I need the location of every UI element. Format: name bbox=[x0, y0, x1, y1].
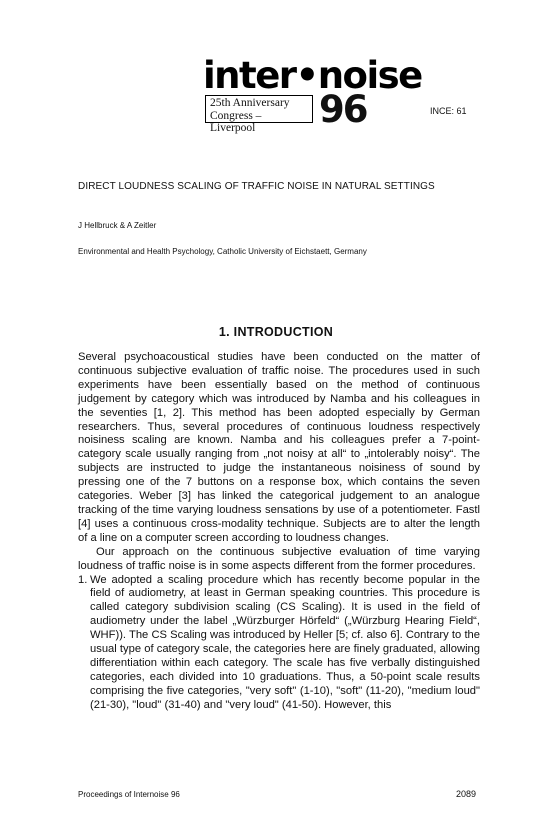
page-number: 2089 bbox=[456, 789, 477, 799]
paragraph-2: Our approach on the continuous subjective evaluation of time varying loudness of traffic noise is in some aspects different from the former procedures. bbox=[78, 545, 480, 572]
ince-code: INCE: 61 bbox=[430, 106, 467, 116]
authors: J Hellbruck & A Zeitler bbox=[78, 221, 157, 230]
logo-box-line1: 25th Anniversary bbox=[210, 97, 290, 109]
affiliation: Environmental and Health Psychology, Catholic University of Eichstaett, Germany bbox=[78, 247, 367, 256]
list-item bbox=[78, 574, 480, 713]
paragraph-1: Several psychoacoustical studies have been conducted on the matter of continuous subjective evaluation of traffic noise. The procedures used in such experiments have been essentially based on the method of continuous judgement by category which was introduced by Namba and his colleagues in the seventies [1, 2]. This method has been adopted especially by German researchers. Thus, several procedures of continuous loudness respectively noisiness scaling are known. Namba and his colleagues prefer a 7-point-category scale usually ranging from „not noisy at all“ to „intolerably noisy“. The subjects are instructed to judge the instantaneous noisiness of sound by pressing one of the 7 buttons on a response box, which contains the seven categories. Weber [3] has linked the categorical judgement to an analogue tracking of the time varying loudness sensations by use of a potentiometer. Fastl [4] uses a continuous cross-modality technique. Subjects are to alter the length of a line on a computer screen according to loudness changes. bbox=[78, 351, 480, 544]
footer-proceedings: Proceedings of Internoise 96 bbox=[78, 790, 180, 799]
list-item-text: We adopted a scaling procedure which has recently become popular in the field of audiometry, at least in German speaking countries. This procedure is called category subdivision scaling (CS Scaling). It is used in the field of audiometry under the label „Würzburger Hörfeld“ („Würzburg Hearing Field“, WHF)). The CS Scaling was introduced by Heller [5; cf. also 6]. Contrary to the usual type of category scale, the categories here are finely graduated, allowing differentiation within each category. The scale has five verbally distinguished categories, each divided into 10 graduations. Thus, a 50-point scale results comprising the five categories, "very soft" (1-10), "soft" (11-20), "medium loud" (21-30), "loud" (31-40) and "very loud" (41-50). However, this bbox=[90, 573, 480, 711]
body-text bbox=[78, 351, 480, 713]
logo-wordmark: inter•noise bbox=[203, 54, 422, 97]
paper-title: DIRECT LOUDNESS SCALING OF TRAFFIC NOISE IN NATURAL SETTINGS bbox=[78, 181, 435, 192]
logo-anniversary-box bbox=[205, 95, 313, 134]
logo-box-line2: Congress – Liverpool bbox=[210, 109, 262, 134]
conference-logo bbox=[203, 54, 422, 134]
logo-year-number: 96 bbox=[319, 88, 367, 131]
section-heading: 1. INTRODUCTION bbox=[218, 325, 334, 339]
list-item-number: 1. bbox=[78, 573, 88, 586]
